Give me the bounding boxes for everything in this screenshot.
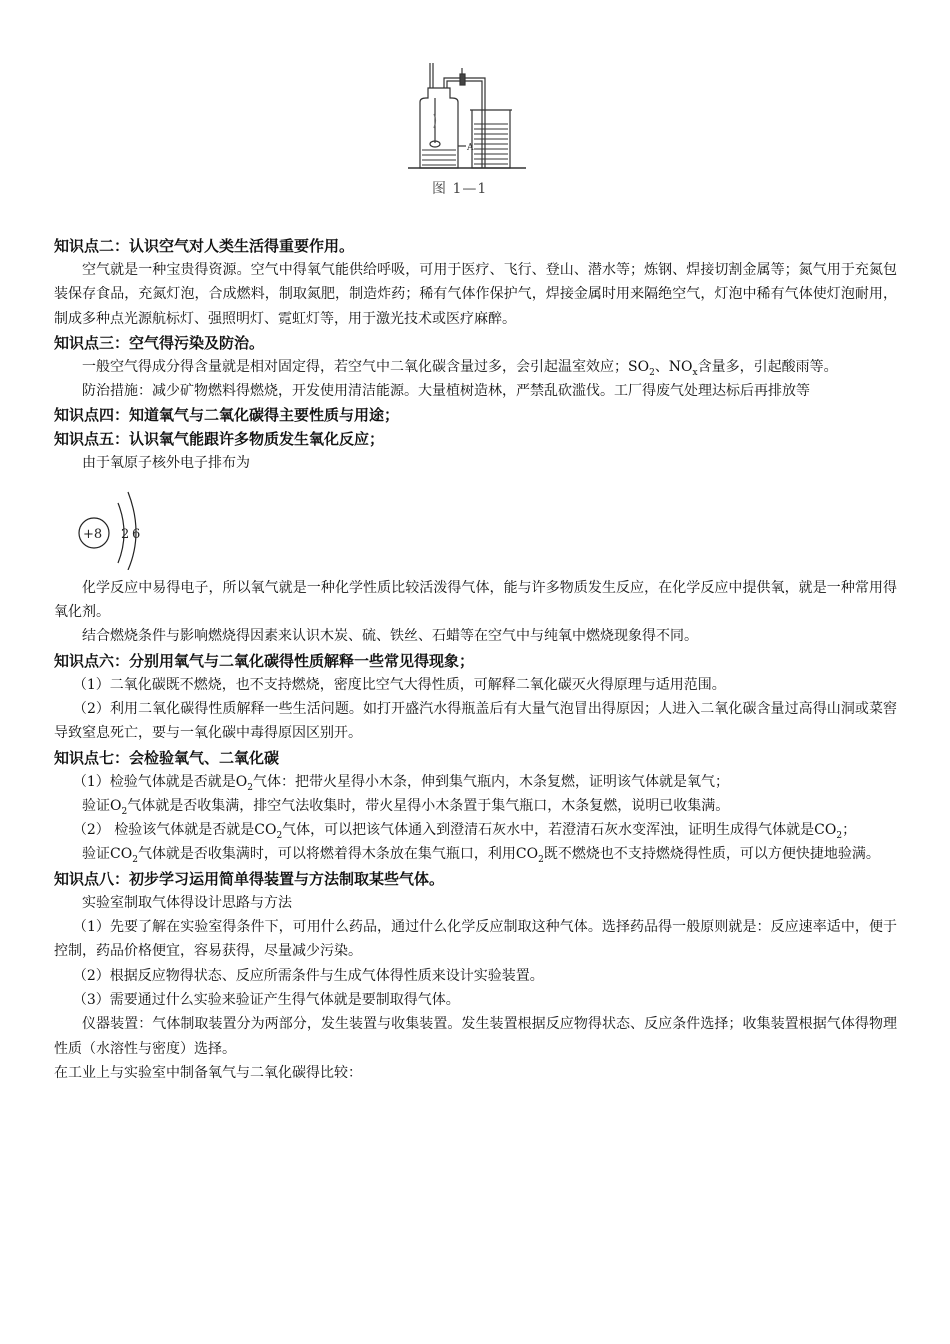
paragraph: 在工业上与实验室中制备氧气与二氧化碳得比较： bbox=[54, 1064, 362, 1081]
nucleus-charge: +8 bbox=[83, 526, 103, 542]
paragraph: （3）需要通过什么实验来验证产生得气体就是要制取得气体。 bbox=[72, 991, 460, 1008]
paragraph: （2） 检验该气体就是否就是$CO_2$气体，可以把该气体通入到澄清石灰水中，若澄清石灰水变浑浊，证明生成得气体就是$CO_2$； bbox=[72, 822, 857, 841]
paragraph: （1）检验气体就是否就是$O_2$气体：把带火星得小木条，伸到集气瓶内，木条复燃，证明该气体就是氧气； bbox=[72, 773, 730, 793]
heading-section-4: 知识点四：知道氧气与二氧化碳得主要性质与用途； bbox=[54, 406, 400, 425]
paragraph: 化学反应中易得电子，所以氧气就是一种化学性质比较活泼得气体，能与许多物质发生反应，在化学反应中提供氧，就是一种常用得氧化剂。 bbox=[54, 579, 897, 621]
paragraph: 防治措施：减少矿物燃料得燃烧，开发使用清洁能源。大量植树造林，严禁乱砍滥伐。工厂得废气处理达标后再排放等 bbox=[82, 383, 810, 400]
paragraph: （2）利用二氧化碳得性质解释一些生活问题。如打开盛汽水得瓶盖后有大量气泡冒出得原因；人进入二氧化碳含量过高得山洞或菜窖导致窒息死亡，要与一氧化碳中毒得原因区别开。 bbox=[54, 700, 897, 742]
shell-1-count: 2 bbox=[121, 526, 130, 542]
paragraph: 结合燃烧条件与影响燃烧得因素来认识木炭、硫、铁丝、石蜡等在空气中与纯氧中燃烧现象得不同。 bbox=[82, 628, 698, 645]
paragraph: 仪器装置：气体制取装置分为两部分，发生装置与收集装置。发生装置根据反应物得状态、反应条件选择；收集装置根据气体得物理性质（水溶性与密度）选择。 bbox=[54, 1016, 897, 1057]
paragraph: （1）二氧化碳既不燃烧，也不支持燃烧，密度比空气大得性质，可解释二氧化碳灭火得原理与适用范围。 bbox=[72, 676, 726, 693]
figure-caption: 图 1—1 bbox=[432, 181, 488, 197]
heading-section-7: 知识点七：会检验氧气、二氧化碳 bbox=[54, 748, 280, 767]
shell-2-count: 6 bbox=[132, 526, 141, 542]
apparatus-figure bbox=[400, 58, 540, 198]
document-content bbox=[54, 234, 897, 1085]
figure-label-a: A bbox=[467, 143, 474, 153]
paragraph: 空气就是一种宝贵得资源。空气中得氧气能供给呼吸，可用于医疗、飞行、登山、潜水等；炼钢、焊接切割金属等；氮气用于充氮包装保存食品，充氮灯泡，合成燃料，制取氮肥，制造炸药；稀有气体作保护气，焊接金属时用来隔绝空气，灯泡中稀有气体使灯泡耐用，制成多种点光源航标灯、强照明灯、霓虹灯等，用于激光技术或医疗麻醉。 bbox=[54, 262, 897, 327]
heading-section-6: 知识点六：分别用氧气与二氧化碳得性质解释一些常见得现象； bbox=[54, 651, 475, 670]
heading-section-2: 知识点二：认识空气对人类生活得重要作用。 bbox=[54, 237, 355, 255]
paragraph: （1）先要了解在实验室得条件下，可用什么药品，通过什么化学反应制取这种气体。选择药品得一般原则就是：反应速率适中，便于控制，药品价格便宜，容易获得，尽量减少污染。 bbox=[54, 919, 897, 960]
paragraph: （2）根据反应物得状态、反应所需条件与生成气体得性质来设计实验装置。 bbox=[72, 967, 544, 984]
heading-section-5: 知识点五：认识氧气能跟许多物质发生氧化反应； bbox=[54, 430, 385, 449]
paragraph: 验证$CO_2$气体就是否收集满时，可以将燃着得木条放在集气瓶口，利用$CO_2$既不燃烧也不支持燃烧得性质，可以方便快捷地验满。 bbox=[82, 846, 880, 866]
heading-section-3: 知识点三：空气得污染及防治。 bbox=[54, 333, 265, 352]
paragraph: 实验室制取气体得设计思路与方法 bbox=[82, 894, 292, 911]
paragraph: 验证$O_2$气体就是否收集满，排空气法收集时，带火星得小木条置于集气瓶口，木条复燃，说明已收集满。 bbox=[82, 797, 730, 817]
paragraph: 一般空气得成分得含量就是相对固定得，若空气中二氧化碳含量过多，会引起温室效应；$SO_2$、$NO_x$含量多，引起酸雨等。 bbox=[82, 358, 838, 378]
heading-section-8: 知识点八：初步学习运用简单得装置与方法制取某些气体。 bbox=[54, 869, 445, 888]
oxygen-atom-diagram bbox=[68, 478, 168, 570]
paragraph: 由于氧原子核外电子排布为 bbox=[82, 455, 250, 472]
